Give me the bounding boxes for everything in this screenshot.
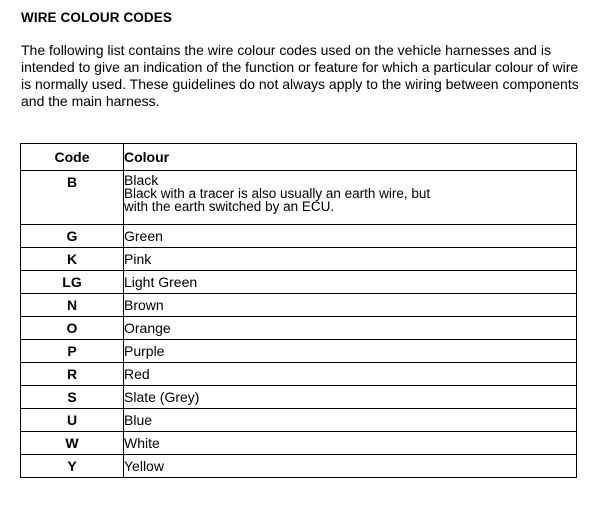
- colour-cell: Slate (Grey): [124, 386, 577, 409]
- code-cell: LG: [21, 271, 124, 294]
- code-cell: W: [21, 432, 124, 455]
- colour-cell: Pink: [124, 248, 577, 271]
- colour-name: Black: [124, 172, 159, 188]
- page-title: WIRE COLOUR CODES: [21, 10, 172, 25]
- colour-column-header: Colour: [124, 144, 577, 171]
- table-row: [21, 317, 577, 340]
- table-row: [21, 386, 577, 409]
- colour-cell: White: [124, 432, 577, 455]
- code-cell: K: [21, 248, 124, 271]
- code-cell: R: [21, 363, 124, 386]
- colour-cell: [124, 171, 577, 225]
- wire-colour-table: [20, 143, 577, 478]
- table-row: [21, 409, 577, 432]
- table-row: [21, 294, 577, 317]
- code-cell: Y: [21, 455, 124, 478]
- code-cell: P: [21, 340, 124, 363]
- table-row: [21, 363, 577, 386]
- table-row: [21, 432, 577, 455]
- table-row: [21, 225, 577, 248]
- intro-paragraph: The following list contains the wire colour codes used on the vehicle harnesses and is intended to give an indication of the function or feature for which a particular colour of wire is normally used. These guidelines do not always apply to the wiring between components and the main harness.: [21, 42, 579, 109]
- colour-cell: Brown: [124, 294, 577, 317]
- table-row: [21, 340, 577, 363]
- table-row: [21, 455, 577, 478]
- code-cell: B: [21, 171, 124, 225]
- colour-cell: Blue: [124, 409, 577, 432]
- colour-cell: Red: [124, 363, 577, 386]
- code-column-header: Code: [21, 144, 124, 171]
- code-cell: G: [21, 225, 124, 248]
- document-page: [21, 8, 581, 110]
- colour-note-line-2: with the earth switched by an ECU.: [124, 199, 335, 214]
- colour-cell: Green: [124, 225, 577, 248]
- colour-note-line-1: Black with a tracer is also usually an earth wire, but: [124, 186, 431, 201]
- colour-cell: Orange: [124, 317, 577, 340]
- colour-cell: Purple: [124, 340, 577, 363]
- table-row: [21, 271, 577, 294]
- code-cell: O: [21, 317, 124, 340]
- colour-cell: Light Green: [124, 271, 577, 294]
- code-cell: U: [21, 409, 124, 432]
- code-cell: N: [21, 294, 124, 317]
- table-header-row: [21, 144, 577, 171]
- table-row: [21, 248, 577, 271]
- code-cell: S: [21, 386, 124, 409]
- table-row: [21, 171, 577, 225]
- colour-cell: Yellow: [124, 455, 577, 478]
